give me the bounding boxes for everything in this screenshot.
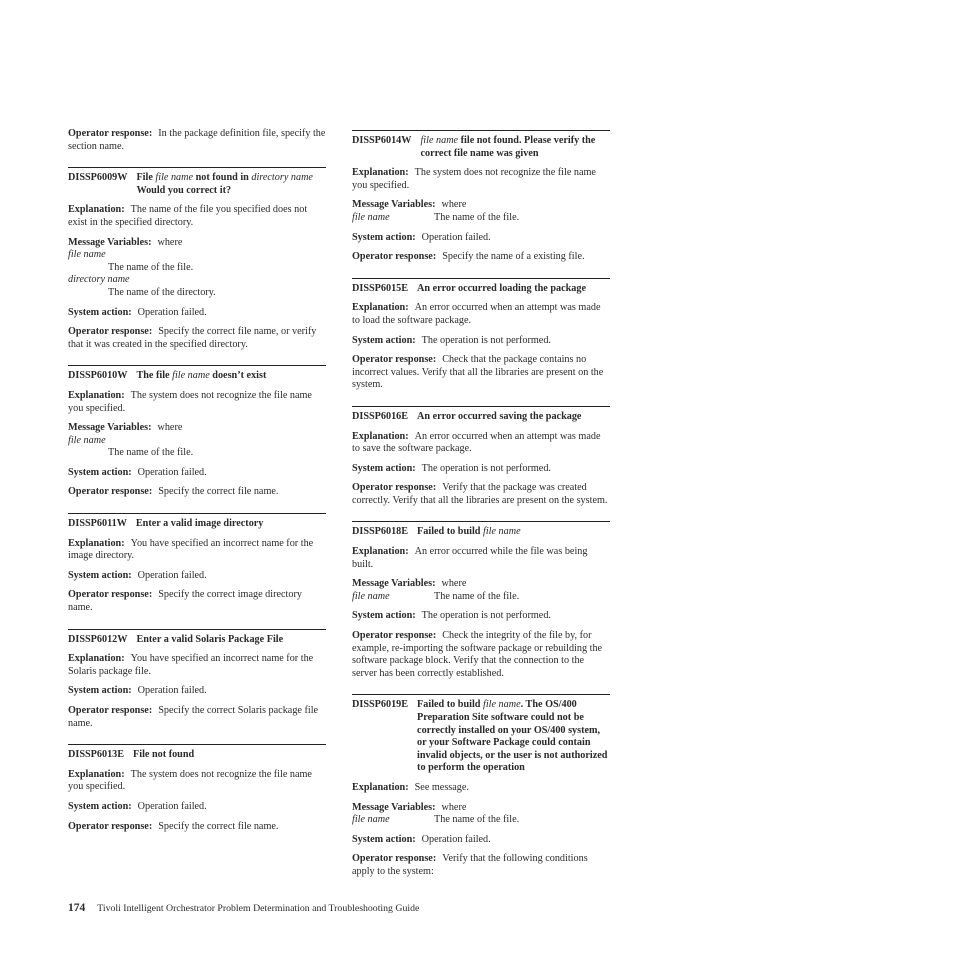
message-id: DISSP6011W — [68, 518, 127, 530]
message-title: Failed to build file name. The OS/400 Preparation Site software could not be correctly installed on your OS/400 system, or your Software Package could contain invalid objects, or the user is not authorized to perform the operation — [417, 699, 608, 774]
explanation: Explanation: See message. — [352, 781, 469, 793]
explanation: Explanation: An error occurred when an attempt was made to load the software package. — [352, 302, 601, 326]
explanation: Explanation: You have specified an incorrect name for the image directory. — [68, 537, 314, 562]
explanation: Explanation: The system does not recognize the file name you specified. — [68, 768, 312, 793]
message-id: DISSP6013E — [68, 749, 125, 761]
system-action: System action: Operation failed. — [352, 833, 491, 845]
explanation: Explanation: An error occurred when an attempt was made to save the software package. — [352, 430, 601, 455]
message-variables: Message Variables: where file name The name of the file. — [68, 422, 194, 459]
message-title: file name file not found. Please verify the correct file name was given — [420, 135, 596, 159]
message-dissp6016e — [352, 406, 610, 508]
book-title: Tivoli Intelligent Orchestrator Problem Determination and Troubleshooting Guide — [97, 903, 420, 914]
operator-response: Operator response: Verify that the following conditions apply to the system: — [352, 853, 588, 877]
message-title: File file name not found in directory name Would you correct it? — [136, 172, 313, 196]
message-id: DISSP6019E — [352, 699, 409, 711]
page-footer — [68, 902, 419, 916]
message-dissp6019e — [352, 694, 610, 878]
system-action: System action: The operation is not performed. — [352, 610, 551, 622]
message-dissp6014w — [352, 130, 610, 264]
system-action: System action: Operation failed. — [68, 685, 207, 697]
message-title: An error occurred loading the package — [417, 282, 586, 294]
operator-response: Operator response: Specify the correct file name. — [68, 486, 279, 498]
message-title: Failed to build file name — [417, 526, 521, 538]
message-variables: Message Variables: where file name The name of the file. — [352, 578, 520, 602]
operator-response: Operator response: Specify the name of a existing file. — [352, 251, 585, 263]
system-action: System action: Operation failed. — [68, 466, 207, 478]
message-dissp6013e — [68, 744, 326, 833]
message-title: The file file name doesn’t exist — [136, 370, 267, 382]
message-dissp6009w — [68, 167, 326, 351]
operator-response: Operator response: Check that the package contains no incorrect values. Verify that all the libraries are present on the system. — [352, 354, 604, 391]
page-number: 174 — [68, 902, 86, 914]
message-variables: Message Variables: where file name The name of the file. directory name The name of the directory. — [68, 236, 216, 298]
explanation: Explanation: The system does not recognize the file name you specified. — [352, 167, 596, 191]
operator-response: Operator response: Verify that the package was created correctly. Verify that all the libraries are present on the system. — [352, 482, 608, 506]
message-header — [68, 749, 326, 762]
message-title: File not found — [133, 749, 195, 761]
message-header — [352, 411, 610, 424]
message-header — [352, 135, 610, 160]
system-action: System action: The operation is not performed. — [352, 462, 551, 474]
message-id: DISSP6018E — [352, 526, 409, 538]
message-title: An error occurred saving the package — [417, 410, 582, 422]
explanation: Explanation: You have specified an incorrect name for the Solaris package file. — [68, 653, 314, 677]
right-column — [352, 128, 610, 886]
message-header — [68, 634, 326, 647]
system-action: System action: Operation failed. — [352, 231, 491, 243]
explanation: Explanation: An error occurred while the file was being built. — [352, 546, 588, 570]
operator-response: Operator response: Specify the correct Solaris package file name. — [68, 705, 319, 729]
system-action: System action: The operation is not performed. — [352, 334, 551, 346]
message-header — [352, 526, 610, 539]
message-id: DISSP6012W — [68, 633, 128, 645]
left-column — [68, 128, 326, 840]
message-dissp6011w — [68, 513, 326, 615]
message-variables: Message Variables: where file name The name of the file. — [352, 801, 520, 826]
message-dissp6018e — [352, 521, 610, 680]
explanation: Explanation: The name of the file you specified does not exist in the specified directory. — [68, 204, 308, 228]
intro-operator-response: Operator response: In the package definition file, specify the section name. — [68, 128, 326, 152]
message-id: DISSP6016E — [352, 410, 409, 422]
operator-response: Operator response: Specify the correct file name. — [68, 820, 279, 832]
message-variables: Message Variables: where file name The name of the file. — [352, 199, 520, 223]
message-header — [68, 370, 326, 383]
message-header — [352, 699, 610, 775]
message-title: Enter a valid image directory — [135, 518, 264, 530]
operator-response: Operator response: Check the integrity of the file by, for example, re-importing the software package or rebuilding the software package block. Verify that the connection to the server has been correctly established. — [352, 630, 603, 679]
message-id: DISSP6009W — [68, 172, 128, 184]
operator-response: Operator response: Specify the correct image directory name. — [68, 589, 302, 614]
system-action: System action: Operation failed. — [68, 800, 207, 812]
message-title: Enter a valid Solaris Package File — [136, 633, 284, 645]
message-id: DISSP6014W — [352, 135, 412, 146]
message-dissp6015e — [352, 278, 610, 392]
system-action: System action: Operation failed. — [68, 569, 207, 581]
operator-response: Operator response: Specify the correct file name, or verify that it was created in the specified directory. — [68, 326, 317, 350]
message-id: DISSP6015E — [352, 282, 409, 294]
message-dissp6010w — [68, 365, 326, 499]
message-header — [68, 518, 326, 531]
system-action: System action: Operation failed. — [68, 306, 207, 318]
message-dissp6012w — [68, 629, 326, 731]
message-id: DISSP6010W — [68, 370, 128, 382]
explanation: Explanation: The system does not recognize the file name you specified. — [68, 389, 312, 414]
message-header — [352, 283, 610, 296]
message-header — [68, 172, 326, 197]
